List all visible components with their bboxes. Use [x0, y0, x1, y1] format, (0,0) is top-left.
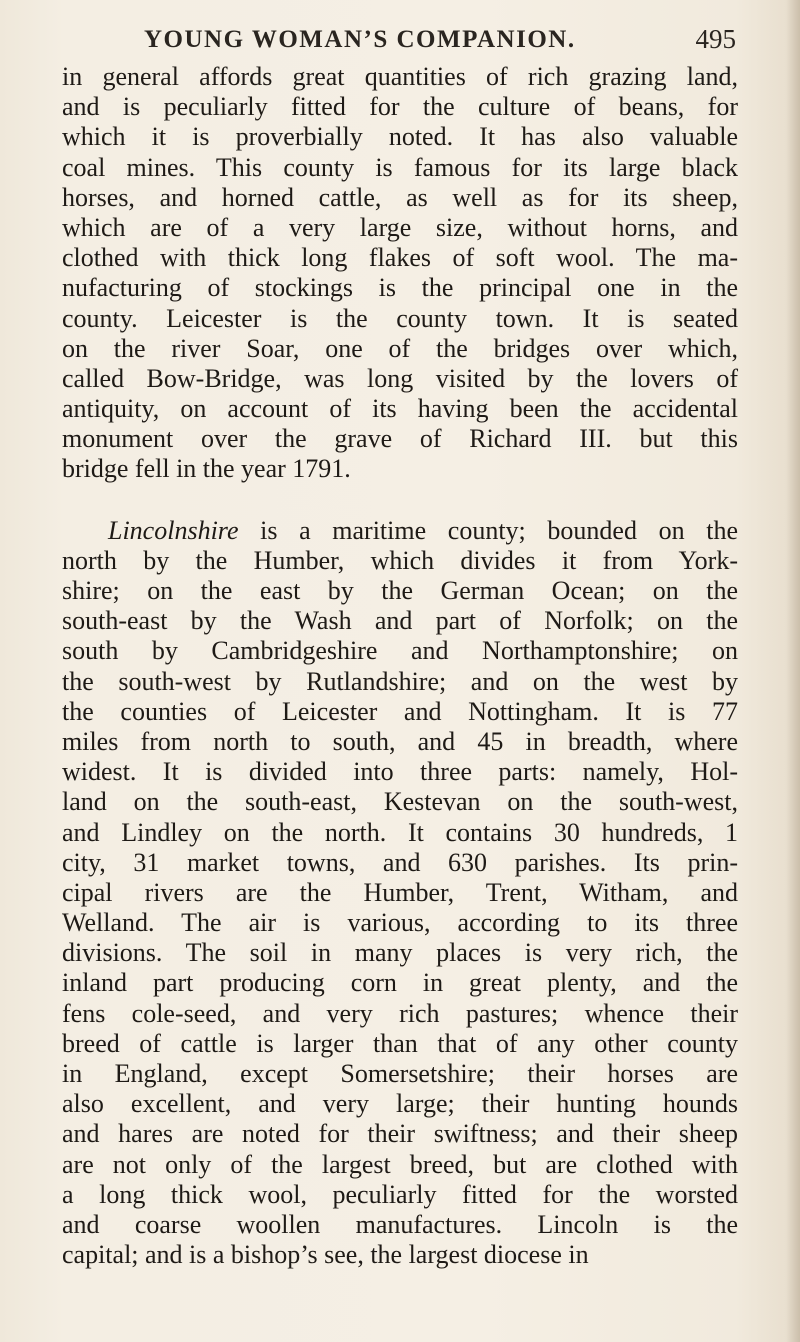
- text-line: south-east by the Wash and part of Norfolk; on the: [62, 606, 738, 636]
- text-line: shire; on the east by the German Ocean; on the: [62, 576, 738, 605]
- paragraph-break: [62, 485, 738, 516]
- text-line: south by Cambridgeshire and Northamptonshire; on: [62, 636, 738, 666]
- text-line: and coarse woollen manufactures. Lincoln is the: [62, 1209, 738, 1239]
- text-line: the south-west by Rutlandshire; and on the west by: [62, 666, 738, 696]
- text-line: also excellent, and very large; their hunting hounds: [62, 1089, 738, 1119]
- text-line: cipal rivers are the Humber, Trent, Witham, and: [62, 877, 738, 907]
- text-line: widest. It is divided into three parts: namely, Hol-: [62, 757, 738, 787]
- text-line: capital; and is a bishop’s see, the largest diocese in: [62, 1240, 589, 1270]
- text-line: clothed with thick long flakes of soft wool. The ma-: [62, 243, 738, 273]
- text-line: the counties of Leicester and Nottingham. It is 77: [62, 696, 738, 726]
- text-line: monument over the grave of Richard III. but this: [62, 424, 738, 454]
- text-line: inland part producing corn in great plenty, and the: [62, 968, 738, 998]
- text-line: divisions. The soil in many places is very rich, the: [62, 938, 738, 968]
- text-line: and Lindley on the north. It contains 30 hundreds, 1: [62, 817, 738, 847]
- text-line: coal mines. This county is famous for its large black: [62, 152, 738, 182]
- text-line: miles from north to south, and 45 in breadth, where: [62, 726, 738, 756]
- text-line: are not only of the largest breed, but are clothed with: [62, 1149, 738, 1179]
- text-line: which are of a very large size, without horns, and: [62, 212, 738, 242]
- paragraph-lincolnshire: [62, 516, 738, 1271]
- running-head: [96, 20, 736, 60]
- paragraph-leicestershire: [62, 62, 738, 485]
- text-line: [62, 516, 738, 546]
- text-line: north by the Humber, which divides it from York-: [62, 545, 738, 575]
- text-line: county. Leicester is the county town. It is seated: [62, 303, 738, 333]
- text-line: horses, and horned cattle, as well as for its sheep,: [62, 182, 738, 212]
- running-head-title: YOUNG WOMAN’S COMPANION.: [144, 26, 576, 53]
- text-line: and hares are noted for their swiftness; and their sheep: [62, 1119, 738, 1149]
- text-line: bridge fell in the year 1791.: [62, 454, 351, 484]
- body-text: [62, 62, 738, 1270]
- text-line: nufacturing of stockings is the principal one in the: [62, 273, 738, 303]
- page-number: 495: [695, 24, 736, 54]
- text-line: Welland. The air is various, according to its three: [62, 908, 738, 938]
- text-line: fens cole-seed, and very rich pastures; whence their: [62, 998, 738, 1028]
- text-line: called Bow-Bridge, was long visited by the lovers of: [62, 363, 738, 393]
- text-line-rest: is a maritime county; bounded on the: [238, 515, 738, 545]
- county-name-italic: Lincolnshire: [108, 515, 239, 545]
- text-line: antiquity, on account of its having been the accidental: [62, 394, 738, 424]
- text-line: and is peculiarly fitted for the culture of beans, for: [62, 92, 738, 122]
- text-line: breed of cattle is larger than that of any other county: [62, 1028, 738, 1058]
- text-line: a long thick wool, peculiarly fitted for the worsted: [62, 1179, 738, 1209]
- page-edge-shadow: [786, 0, 800, 1342]
- text-line: on the river Soar, one of the bridges over which,: [62, 333, 738, 363]
- text-line: which it is proverbially noted. It has also valuable: [62, 122, 738, 152]
- text-line: in general affords great quantities of rich grazing land,: [62, 62, 738, 91]
- text-line: city, 31 market towns, and 630 parishes. Its prin-: [62, 847, 738, 877]
- text-line: land on the south-east, Kestevan on the south-west,: [62, 787, 738, 817]
- text-line: in England, except Somersetshire; their horses are: [62, 1059, 738, 1088]
